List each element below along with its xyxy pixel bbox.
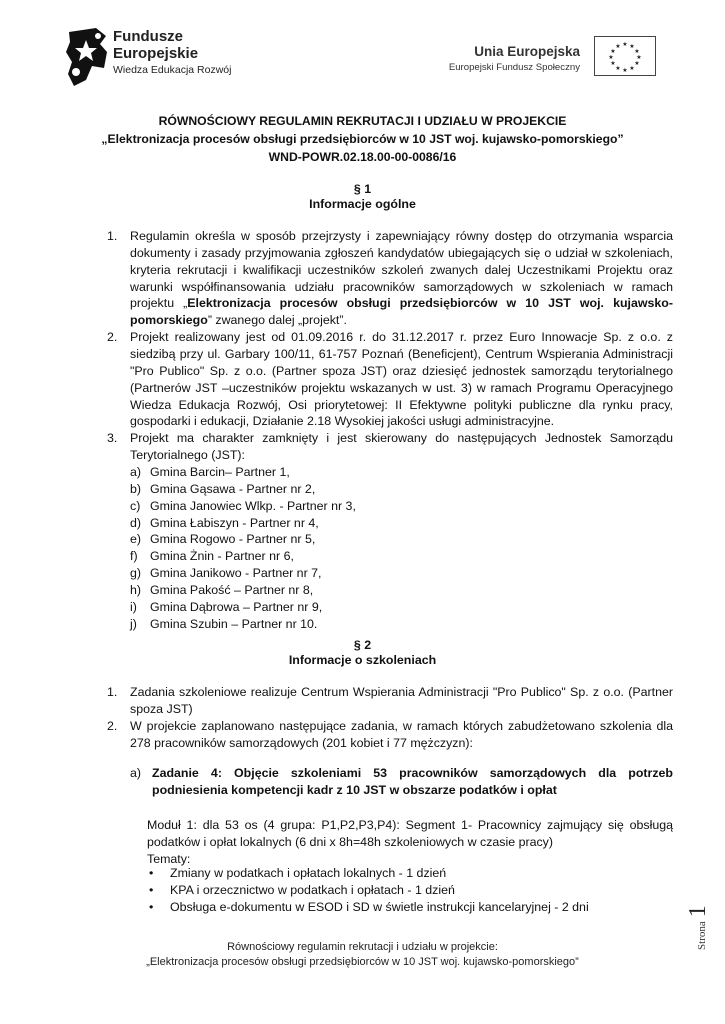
bullet-icon: •: [149, 899, 154, 914]
fundusze-europejskie-logo: [66, 28, 266, 88]
eu-flag-icon: [594, 36, 656, 76]
tematy-item: [147, 882, 667, 899]
task-a-letter: a): [130, 766, 142, 780]
partner-item: [130, 464, 673, 481]
item-number: 2.: [107, 718, 118, 733]
svg-text:★: ★: [610, 48, 616, 55]
svg-text:★: ★: [634, 48, 640, 55]
unia-europejska-logo: [448, 36, 660, 80]
section2-item2: [107, 718, 673, 752]
tematy-item: [147, 865, 667, 882]
partner-item: [130, 565, 673, 582]
page-marker: [678, 842, 718, 952]
task-a-title: Zadanie 4: Objęcie szkoleniami 53 pracowników samorządowych dla potrzeb podniesienia kompetencji kadr z 10 JST w obszarze podatków i opłat: [152, 766, 673, 797]
item1-project-name: Elektronizacja procesów obsługi przedsiębiorców w 10 JST woj. kujawsko-pomorskiego: [130, 296, 673, 328]
item-number: 1.: [107, 685, 118, 699]
svg-text:★: ★: [615, 43, 621, 50]
section1-content: [107, 228, 673, 633]
partner-item: [130, 582, 673, 599]
item-number: 1.: [107, 229, 118, 243]
svg-text:★: ★: [615, 65, 621, 72]
partner-item: [130, 498, 673, 515]
fe-logo-line2: Europejskie: [113, 45, 199, 62]
partner-item: [130, 481, 673, 498]
item1-text-b: ” zwanego dalej „projekt”.: [207, 313, 347, 328]
tematy-text: KPA i orzecznictwo w podatkach i opłatach - 1 dzień: [170, 882, 455, 897]
page-label: Strona: [696, 921, 708, 950]
project-name: „Elektronizacja procesów obsługi przedsiębiorców w 10 JST woj. kujawsko-pomorskiego”: [101, 132, 624, 146]
modul-description: Moduł 1: dla 53 os (4 grupa: P1,P2,P3,P4): Segment 1- Pracownicy zajmujący się obsługą podatków i opłat lokalnych (6 dni x 8h=48h szkoleniowych w czasie pracy): [147, 818, 673, 849]
partner-letter: c): [130, 498, 141, 513]
fe-logo-line1: Fundusze: [113, 28, 183, 45]
svg-text:★: ★: [634, 60, 640, 67]
tematy-text: Obsługa e-dokumentu w ESOD i SD w świetle instrukcji kancelaryjnej - 2 dni: [170, 899, 589, 914]
document-title: RÓWNOŚCIOWY REGULAMIN REKRUTACJI I UDZIAŁU W PROJEKCIE: [158, 114, 567, 128]
partner-name: Gmina Janikowo - Partner nr 7,: [150, 566, 322, 581]
partner-name: Gmina Gąsawa - Partner nr 2,: [150, 481, 316, 496]
section2-content: [107, 684, 673, 751]
item-number: 2.: [107, 330, 118, 345]
section1-item2: [107, 329, 673, 430]
partner-name: Gmina Pakość – Partner nr 8,: [150, 583, 314, 598]
section1-item3: [107, 430, 673, 632]
partner-name: Gmina Szubin – Partner nr 10.: [150, 616, 318, 631]
partner-letter: e): [130, 532, 142, 547]
partner-letter: a): [130, 465, 142, 480]
s2-item1-text: Zadania szkoleniowe realizuje Centrum Wspierania Administracji "Pro Publico" Sp. z o.o. (Partner spoza JST): [130, 685, 673, 716]
partner-letter: j): [130, 616, 137, 631]
tematy-label: Tematy:: [147, 852, 191, 866]
partner-item: [130, 616, 673, 633]
footer-line1: Równościowy regulamin rekrutacji i udziału w projekcie:: [227, 941, 498, 953]
ue-logo-title: Unia Europejska: [474, 44, 580, 59]
partner-list: [130, 464, 673, 633]
item1-text-a: Regulamin określa w sposób przejrzysty i zapewniający równy dostęp do otrzymania wsparcia dokumenty i zasady przyjmowania zgłoszeń kandydatów ubiegających się o udział w szkoleniach, kryteria rekrutacji i kwalifikacji uczestników szkoleń zwanych dalej Uczestnikami Projektu oraz warunki współfinansowania udziału pracowników samorządowych w szkoleniach w ramach projektu „: [130, 229, 673, 311]
svg-text:★: ★: [622, 67, 628, 74]
svg-text:★: ★: [622, 41, 628, 48]
item-number: 3.: [107, 431, 118, 446]
bullet-icon: •: [149, 882, 154, 897]
section2-number: § 2: [353, 638, 372, 652]
svg-text:★: ★: [629, 43, 635, 50]
footer-line2: „Elektronizacja procesów obsługi przedsiębiorców w 10 JST woj. kujawsko-pomorskiego”: [146, 956, 579, 968]
partner-letter: g): [130, 566, 142, 581]
partner-name: Gmina Janowiec Wlkp. - Partner nr 3,: [150, 498, 356, 513]
section2-title: Informacje o szkoleniach: [288, 653, 437, 667]
partner-letter: h): [130, 583, 142, 598]
section1-item1: [107, 228, 673, 329]
partner-name: Gmina Dąbrowa – Partner nr 9,: [150, 599, 323, 614]
section1-title: Informacje ogólne: [309, 197, 416, 211]
section2-item1: [107, 684, 673, 718]
section1-number: § 1: [353, 182, 372, 196]
partner-name: Gmina Żnin - Partner nr 6,: [150, 549, 294, 564]
task-a: [130, 765, 673, 799]
partner-letter: i): [130, 599, 137, 614]
tematy-item: [147, 899, 667, 916]
svg-text:★: ★: [610, 60, 616, 67]
page-number: 1: [685, 905, 711, 918]
svg-text:★: ★: [636, 54, 642, 61]
partner-letter: f): [130, 549, 138, 564]
partner-item: [130, 515, 673, 532]
svg-text:★: ★: [608, 54, 614, 61]
partner-item: [130, 548, 673, 565]
tematy-list: [147, 865, 667, 916]
partner-letter: d): [130, 515, 142, 530]
partner-item: [130, 531, 673, 548]
project-code: WND-POWR.02.18.00-00-0086/16: [268, 150, 457, 164]
partner-name: Gmina Barcin– Partner 1,: [150, 465, 290, 480]
s2-item2-text: W projekcie zaplanowano następujące zadania, w ramach których zabudżetowano szkolenia dla 278 pracowników samorządowych (201 kobiet i 77 mężczyzn):: [130, 718, 673, 750]
ue-logo-subtitle: Europejski Fundusz Społeczny: [448, 62, 580, 73]
partner-letter: b): [130, 481, 142, 496]
partner-item: [130, 599, 673, 616]
partner-name: Gmina Łabiszyn - Partner nr 4,: [150, 515, 319, 530]
svg-text:★: ★: [629, 65, 635, 72]
item3-text: Projekt ma charakter zamknięty i jest skierowany do następujących Jednostek Samorządu Terytorialnego (JST):: [130, 431, 673, 463]
tematy-text: Zmiany w podatkach i opłatach lokalnych - 1 dzień: [170, 866, 447, 880]
partner-name: Gmina Rogowo - Partner nr 5,: [150, 532, 316, 547]
bullet-icon: •: [149, 866, 154, 880]
item2-text: Projekt realizowany jest od 01.09.2016 r. do 31.12.2017 r. przez Euro Innowacje Sp. z o.o. z siedzibą przy ul. Garbary 100/11, 61-757 Poznań (Beneficjent), Centrum Wspierania Administracji "Pro Publico" Sp. z o.o. (Partner spoza JST) oraz dziesięć jednostek samorządu terytorialnego (Partnerów JST –uczestników projektu wskazanych w ust. 3) w ramach Programu Operacyjnego Wiedza Edukacja Rozwój, Osi priorytetowej: II Efektywne polityki publiczne dla rynku pracy, gospodarki i edukacji, Działanie 2.18 Wysokiej jakości usługi administracyjne.: [130, 330, 673, 429]
fe-logo-line3: Wiedza Edukacja Rozwój: [113, 64, 232, 76]
fundusze-star-icon: [66, 28, 108, 86]
